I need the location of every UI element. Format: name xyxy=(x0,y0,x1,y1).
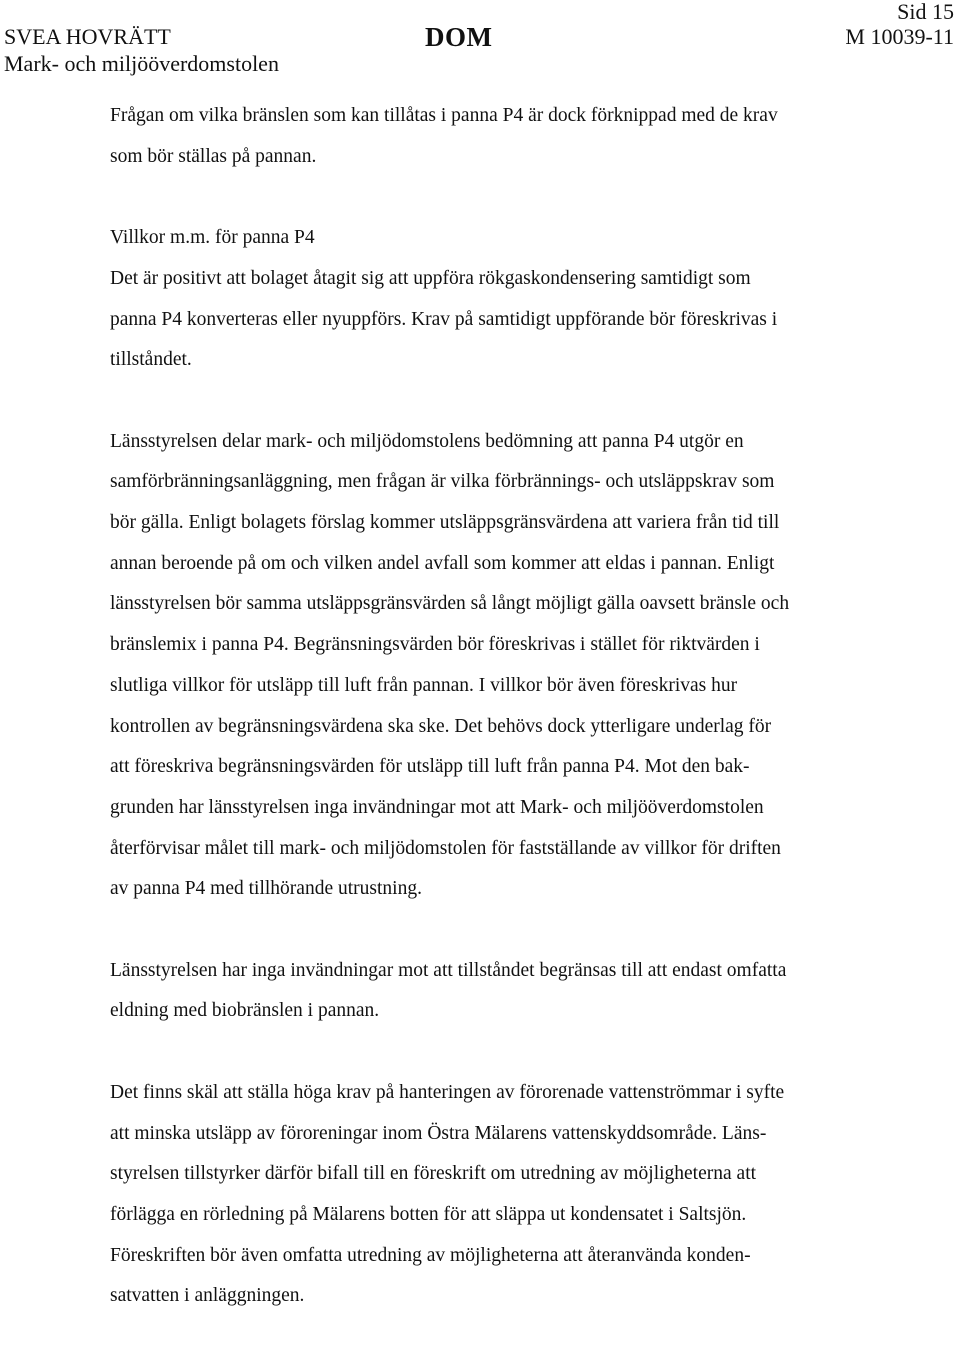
paragraph xyxy=(110,951,928,1032)
section-heading: Villkor m.m. för panna P4 xyxy=(110,227,315,249)
text-line: Det är positivt att bolaget åtagit sig att uppföra rökgaskondensering samtidigt som xyxy=(110,267,751,289)
text-line: panna P4 konverteras eller nyuppförs. Krav på samtidigt uppförande bör föreskrivas i xyxy=(110,308,778,330)
text-line: samförbränningsanläggning, men frågan är vilka förbrännings- och utsläppskrav som xyxy=(110,471,775,493)
paragraph xyxy=(110,1073,928,1317)
text-line: förlägga en rörledning på Mälarens botten för att släppa ut kondensatet i Saltsjön. xyxy=(110,1203,747,1225)
text-line: Länsstyrelsen har inga invändningar mot att tillståndet begränsas till att endast omfatta xyxy=(110,959,787,981)
text-line: eldning med biobränslen i pannan. xyxy=(110,1000,380,1022)
text-line: grunden har länsstyrelsen inga invändningar mot att Mark- och miljööverdomstolen xyxy=(110,796,764,818)
text-line: av panna P4 med tillhörande utrustning. xyxy=(110,878,422,900)
text-line: att minska utsläpp av föroreningar inom Östra Mälarens vattenskyddsområde. Läns- xyxy=(110,1122,767,1144)
text-line: Länsstyrelsen delar mark- och miljödomstolens bedömning att panna P4 utgör en xyxy=(110,430,744,452)
paragraph xyxy=(110,96,928,177)
text-line: bränslemix i panna P4. Begränsningsvärden bör föreskrivas i stället för riktvärden i xyxy=(110,634,760,656)
text-line: Det finns skäl att ställa höga krav på hanteringen av förorenade vattenströmmar i syfte xyxy=(110,1081,785,1103)
court-name: SVEA HOVRÄTT xyxy=(4,24,171,49)
case-number: M 10039-11 xyxy=(845,24,954,49)
text-line: att föreskriva begränsningsvärden för utsläpp till luft från panna P4. Mot den bak- xyxy=(110,756,750,778)
text-line: som bör ställas på pannan. xyxy=(110,145,317,167)
page-header xyxy=(0,0,960,80)
paragraph xyxy=(110,218,928,381)
text-line: slutliga villkor för utsläpp till luft från pannan. I villkor bör även föreskrivas hur xyxy=(110,674,738,696)
text-line: Föreskriften bör även omfatta utredning av möjligheterna att återanvända konden- xyxy=(110,1244,751,1266)
text-line: satvatten i anläggningen. xyxy=(110,1285,305,1307)
text-line: länsstyrelsen bör samma utsläppsgränsvärden så långt möjligt gälla oavsett bränsle och xyxy=(110,593,790,615)
paragraph xyxy=(110,422,928,910)
text-line: kontrollen av begränsningsvärdena ska ske. Det behövs dock ytterligare underlag för xyxy=(110,715,772,737)
text-line: annan beroende på om och vilken andel avfall som kommer att eldas i pannan. Enligt xyxy=(110,552,775,574)
text-line: styrelsen tillstyrker därför bifall till en föreskrift om utredning av möjligheterna att xyxy=(110,1163,757,1185)
text-line: bör gälla. Enligt bolagets förslag kommer utsläppsgränsvärdena att variera från tid till xyxy=(110,512,780,533)
document-type: DOM xyxy=(425,22,493,52)
document-body xyxy=(110,96,928,1358)
page-number: Sid 15 xyxy=(897,0,954,24)
text-line: Frågan om vilka bränslen som kan tillåtas i panna P4 är dock förknippad med de krav xyxy=(110,105,778,126)
text-line: återförvisar målet till mark- och miljödomstolen för fastställande av villkor för driften xyxy=(110,837,781,859)
department-name: Mark- och miljööverdomstolen xyxy=(4,51,279,76)
text-line: tillståndet. xyxy=(110,349,192,371)
